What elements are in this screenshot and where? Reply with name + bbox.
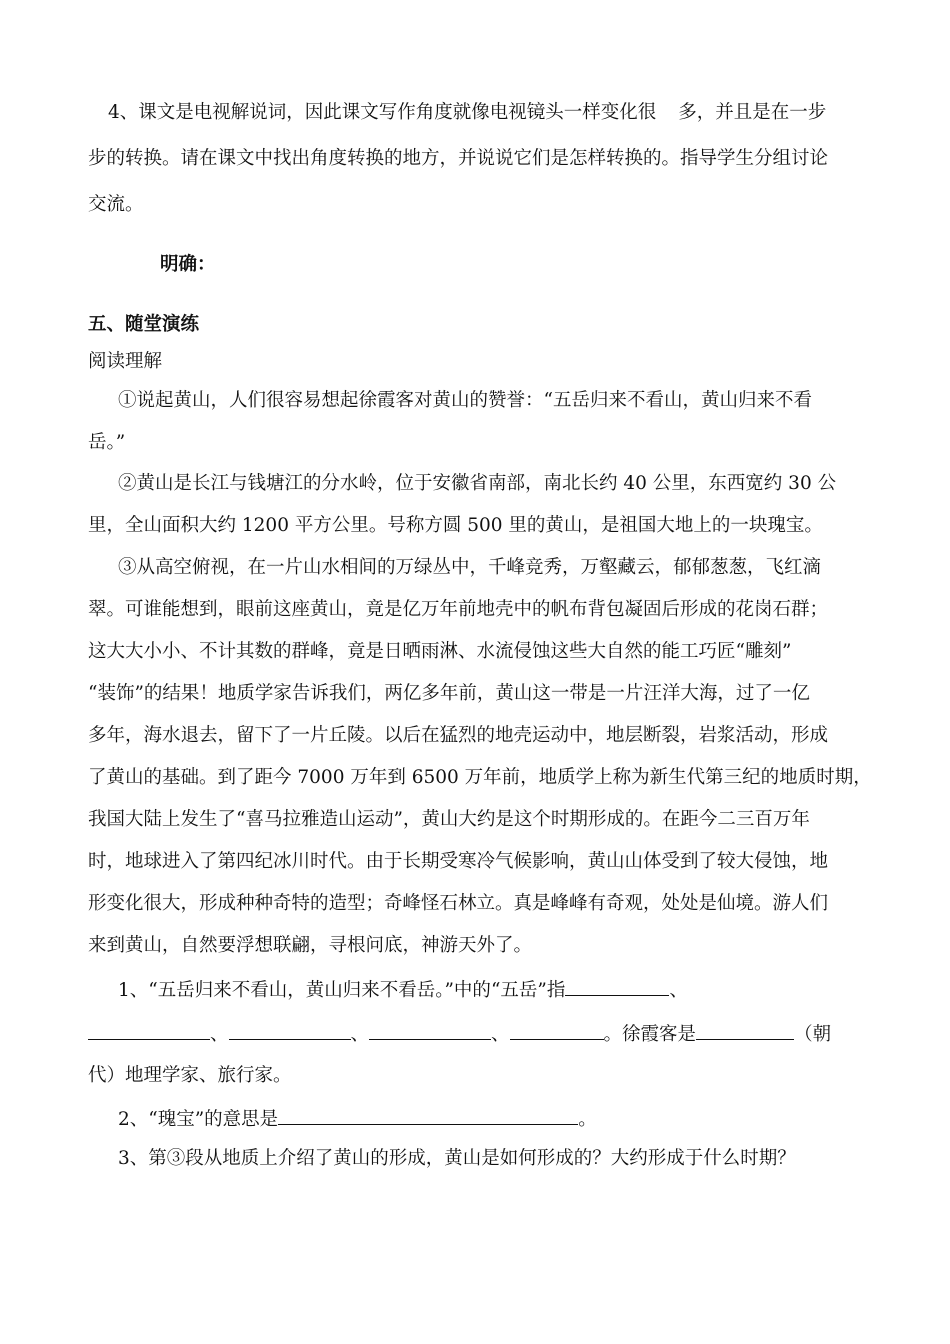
passage-p3-line-3: 这大大小小、不计其数的群峰，竟是日晒雨淋、水流侵蚀这些大自然的能工巧匠“雕刻” (88, 641, 792, 662)
question-2 (118, 1104, 898, 1133)
passage-p3-line-5: 多年，海水退去，留下了一片丘陵。以后在猛烈的地壳运动中，地层断裂，岩浆活动，形成 (88, 725, 829, 746)
question-1-line-1 (118, 975, 898, 1004)
passage-p2-line-1: ②黄山是长江与钱塘江的分水岭，位于安徽省南部，南北长约 40 公里，东西宽约 30 公 (118, 473, 837, 494)
passage-p3-line-7: 我国大陆上发生了“喜马拉雅造山运动”，黄山大约是这个时期形成的。在距今二三百万年 (88, 809, 810, 830)
answer-blank-2[interactable] (88, 1019, 210, 1040)
passage-p3-line-10: 来到黄山，自然要浮想联翩，寻根问底，神游天外了。 (88, 935, 533, 956)
answer-blank-1[interactable] (565, 975, 669, 996)
answer-blank-dynasty[interactable] (696, 1019, 794, 1040)
passage-p3-line-9: 形变化很大，形成种种奇特的造型；奇峰怪石林立。真是峰峰有奇观，处处是仙境。游人们 (88, 893, 829, 914)
separator: 、 (210, 1024, 229, 1045)
separator: 、 (491, 1024, 510, 1045)
subheading: 阅读理解 (88, 351, 163, 372)
answer-blank-5[interactable] (510, 1019, 604, 1040)
separator: 、 (669, 980, 688, 1001)
answer-blank-6[interactable] (278, 1104, 578, 1125)
question-2-text: 2、“瑰宝”的意思是 (118, 1109, 279, 1130)
answer-label: 明确： (160, 254, 216, 275)
q4-text-1a: 4、课文是电视解说词，因此课文写作角度就像电视镜头一样变化很 (108, 102, 657, 123)
question-1-line-2 (88, 1019, 868, 1048)
separator: 、 (350, 1024, 370, 1045)
passage-p3-line-2: 翠。可谁能想到，眼前这座黄山，竟是亿万年前地壳中的帆布背包凝固后形成的花岗石群； (88, 599, 829, 620)
answer-blank-4[interactable] (369, 1019, 491, 1040)
question-1-line-3: 代）地理学家、旅行家。 (88, 1065, 292, 1086)
q4-line-2: 步的转换。请在课文中找出角度转换的地方，并说说它们是怎样转换的。指导学生分组讨论 (88, 148, 829, 169)
question-3: 3、第③段从地质上介绍了黄山的形成，黄山是如何形成的？大约形成于什么时期？ (118, 1148, 796, 1169)
passage-p3-line-4: “装饰”的结果！地质学家告诉我们，两亿多年前，黄山这一带是一片汪洋大海，过了一亿 (88, 683, 810, 704)
passage-p3-line-1: ③从高空俯视，在一片山水相间的万绿丛中，千峰竞秀，万壑藏云，郁郁葱葱，飞红滴 (118, 557, 822, 578)
passage-p1-line-2: 岳。” (88, 432, 126, 453)
passage-p3-line-6: 了黄山的基础。到了距今 7000 万年到 6500 万年前，地质学上称为新生代第三纪的地质时期， (88, 767, 872, 788)
section-heading: 五、随堂演练 (88, 314, 200, 335)
question-2-end: 。 (578, 1109, 597, 1130)
passage-p1-line-1: ①说起黄山，人们很容易想起徐霞客对黄山的赞誉：“五岳归来不看山，黄山归来不看 (118, 390, 812, 411)
question-1-text: 1、“五岳归来不看山，黄山归来不看岳。”中的“五岳”指 (118, 980, 566, 1001)
q4-line-1 (108, 100, 888, 126)
question-1-text-c: 。徐霞客是 (603, 1024, 697, 1045)
answer-blank-3[interactable] (229, 1019, 351, 1040)
passage-p2-line-2: 里，全山面积大约 1200 平方公里。号称方圆 500 里的黄山，是祖国大地上的一块瑰宝。 (88, 515, 823, 536)
q4-line-3: 交流。 (88, 194, 144, 215)
passage-p3-line-8: 时，地球进入了第四纪冰川时代。由于长期受寒冷气候影响，黄山山体受到了较大侵蚀，地 (88, 851, 829, 872)
question-1-text-d: （朝 (794, 1024, 832, 1045)
q4-text-1b: 多，并且是在一步 (678, 102, 827, 123)
